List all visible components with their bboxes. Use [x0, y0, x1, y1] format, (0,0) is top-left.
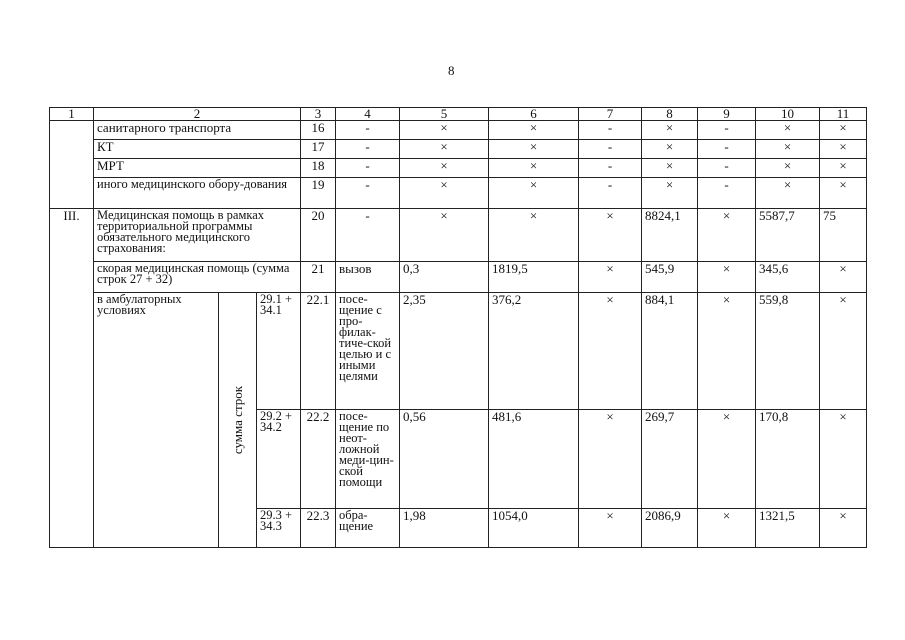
cell-5: 0,56	[400, 410, 489, 509]
header-cell-11: 11	[820, 108, 867, 121]
header-cell-8: 8	[642, 108, 698, 121]
cell-8: 884,1	[642, 293, 698, 410]
row-line: 18	[301, 159, 336, 178]
table-row	[50, 140, 867, 159]
header-cell-5: 5	[400, 108, 489, 121]
row-line: 17	[301, 140, 336, 159]
cell-9: ×	[698, 209, 756, 262]
row-name: санитарного транспорта	[94, 121, 301, 140]
row-unit: вызов	[336, 262, 400, 293]
cell-7: ×	[579, 509, 642, 548]
sum-label: сумма строк	[229, 385, 245, 455]
row-unit: -	[336, 209, 400, 262]
cell-9: ×	[698, 410, 756, 509]
cell-7: -	[579, 140, 642, 159]
row-name: МРТ	[94, 159, 301, 178]
cell-9: ×	[698, 293, 756, 410]
row-unit: обра-щение	[336, 509, 400, 548]
tariff-table	[49, 107, 867, 548]
cell-8: 2086,9	[642, 509, 698, 548]
row-unit: посе-щение по неот-ложной меди-цин-ской помощи	[336, 410, 400, 509]
cell-6: 1054,0	[489, 509, 579, 548]
header-cell-10: 10	[756, 108, 820, 121]
table-row	[50, 159, 867, 178]
cell-9: -	[698, 140, 756, 159]
table-row	[50, 121, 867, 140]
cell-8: ×	[642, 140, 698, 159]
page-number: 8	[448, 63, 455, 78]
cell-10: ×	[756, 121, 820, 140]
cell-10: ×	[756, 140, 820, 159]
row-name: КТ	[94, 140, 301, 159]
cell-11: ×	[820, 293, 867, 410]
cell-10: 559,8	[756, 293, 820, 410]
cell-8: ×	[642, 159, 698, 178]
cell-11: ×	[820, 121, 867, 140]
row-ref: 29.2 + 34.2	[257, 410, 301, 509]
row-line: 19	[301, 178, 336, 209]
cell-10: ×	[756, 178, 820, 209]
cell-5: ×	[400, 209, 489, 262]
header-cell-2: 2	[94, 108, 301, 121]
cell-5: ×	[400, 121, 489, 140]
row-unit: -	[336, 178, 400, 209]
row-line: 22.3	[301, 509, 336, 548]
cell-6: 376,2	[489, 293, 579, 410]
cell-6: 481,6	[489, 410, 579, 509]
cell-10: ×	[756, 159, 820, 178]
cell-7: ×	[579, 293, 642, 410]
cell-9: ×	[698, 509, 756, 548]
header-cell-1: 1	[50, 108, 94, 121]
row-unit: -	[336, 140, 400, 159]
cell-10: 345,6	[756, 262, 820, 293]
row-line: 16	[301, 121, 336, 140]
row-line: 22.1	[301, 293, 336, 410]
cell-11: ×	[820, 178, 867, 209]
cell-6: ×	[489, 209, 579, 262]
cell-5: 1,98	[400, 509, 489, 548]
row-unit: -	[336, 159, 400, 178]
cell-11: ×	[820, 159, 867, 178]
cell-11: ×	[820, 509, 867, 548]
sum-label-cell	[219, 293, 257, 548]
header-cell-9: 9	[698, 108, 756, 121]
table-row	[50, 178, 867, 209]
cell-5: ×	[400, 178, 489, 209]
cell-6: ×	[489, 178, 579, 209]
row-unit: -	[336, 121, 400, 140]
header-cell-3: 3	[301, 108, 336, 121]
cell-7: -	[579, 121, 642, 140]
table-row	[50, 262, 867, 293]
row-name: иного медицинского обору-дования	[94, 178, 301, 209]
row-unit: посе-щение с про-филак-тиче-ской целью и с иными целями	[336, 293, 400, 410]
table-row	[50, 293, 867, 410]
row-line: 22.2	[301, 410, 336, 509]
row-ref: 29.3 + 34.3	[257, 509, 301, 548]
cell-10: 1321,5	[756, 509, 820, 548]
cell-7: ×	[579, 209, 642, 262]
cell-6: ×	[489, 121, 579, 140]
cell-5: 0,3	[400, 262, 489, 293]
cell-9: -	[698, 159, 756, 178]
cell-5: ×	[400, 159, 489, 178]
row-name: в амбулаторных условиях	[94, 293, 219, 548]
cell-8: ×	[642, 178, 698, 209]
cell-8: 545,9	[642, 262, 698, 293]
cell-7: -	[579, 159, 642, 178]
cell-10: 170,8	[756, 410, 820, 509]
cell-5: 2,35	[400, 293, 489, 410]
cell-7: ×	[579, 410, 642, 509]
cell-6: ×	[489, 140, 579, 159]
row-number-cell	[50, 121, 94, 209]
header-row	[50, 108, 867, 121]
row-name: скорая медицинская помощь (сумма строк 27 + 32)	[94, 262, 301, 293]
cell-9: ×	[698, 262, 756, 293]
cell-8: ×	[642, 121, 698, 140]
cell-11: 75	[820, 209, 867, 262]
table-row	[50, 209, 867, 262]
row-ref: 29.1 + 34.1	[257, 293, 301, 410]
cell-6: 1819,5	[489, 262, 579, 293]
row-name: Медицинская помощь в рамках территориальной программы обязательного медицинского страхования:	[94, 209, 301, 262]
row-line: 21	[301, 262, 336, 293]
cell-7: ×	[579, 262, 642, 293]
cell-7: -	[579, 178, 642, 209]
header-cell-7: 7	[579, 108, 642, 121]
section-number: III.	[50, 209, 94, 548]
cell-5: ×	[400, 140, 489, 159]
header-cell-4: 4	[336, 108, 400, 121]
header-cell-6: 6	[489, 108, 579, 121]
cell-8: 269,7	[642, 410, 698, 509]
cell-11: ×	[820, 410, 867, 509]
cell-10: 5587,7	[756, 209, 820, 262]
cell-11: ×	[820, 140, 867, 159]
cell-9: -	[698, 178, 756, 209]
row-line: 20	[301, 209, 336, 262]
cell-8: 8824,1	[642, 209, 698, 262]
cell-11: ×	[820, 262, 867, 293]
cell-6: ×	[489, 159, 579, 178]
cell-9: -	[698, 121, 756, 140]
